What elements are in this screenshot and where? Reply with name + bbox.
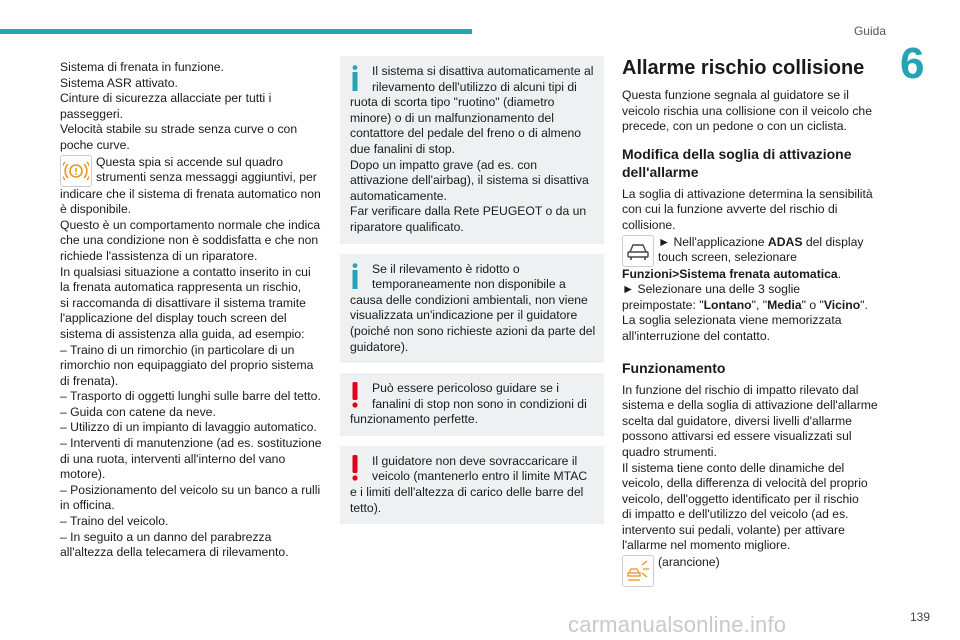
text-line: di una ruota, interventi all'interno del vano [60,451,286,466]
info-icon [351,65,359,96]
subheading-threshold: Modifica della soglia di attivazione dell'allarme [622,145,852,180]
text-line: veicolo rischia una collisione con il veicolo che [622,103,872,118]
text-line: con cui la funzione avverte del rischio di [622,202,838,217]
text-line: – Trasporto di oggetti lunghi sulle barre del tetto. [60,389,321,404]
text-line: all'interruzione del contatto. [622,328,770,343]
note-line: (poiché non sono richieste azioni da parte del [350,323,596,338]
text-line: Sistema ASR attivato. [60,75,178,90]
car-icon [622,235,654,267]
operation-paragraph [622,383,884,555]
note-line: e i limiti dell'altezza di carico delle barre del [350,485,584,500]
text-line: di impatto e dell'utilizzo del veicolo (ad es. [622,507,849,522]
text-line: – Utilizzo di un impianto di lavaggio automatico. [60,420,317,435]
note-line: visualizzata un'indicazione per il guidatore [350,308,578,323]
note-line: contattore del pedale del freno o di almeno [350,126,582,141]
text-line: Questa funzione segnala al guidatore se il [622,88,849,102]
column-right [622,56,884,587]
text-line: in officina. [60,498,115,513]
warning-icon [351,382,359,413]
chapter-number: 6 [900,39,925,88]
column-middle [340,56,604,534]
brake-warning-lamp-icon [60,155,92,187]
text-line: veicolo, dell'oggetto identificato per il rischio [622,491,859,506]
menu-path: Funzioni>Sistema frenata automatica. [622,266,842,281]
text-line: è disponibile. [60,202,132,217]
text-line: la frenata automatica rappresenta un rischio, [60,280,302,295]
note-line: automaticamente. [350,188,447,203]
text-line: strumenti senza messaggi aggiuntivi, per [96,170,317,185]
page-number: 139 [909,610,930,624]
header-accent-bar [0,29,472,34]
note-line: Dopo un impatto grave (ad es. con [350,157,537,172]
note-line: guidatore). [350,339,409,354]
text-line: poche curve. [60,137,130,152]
text-line: veicolo, della differenza di velocità del proprio [622,476,868,491]
note-line: Può essere pericoloso guidare se i [372,381,559,396]
text-line: all'altezza della telecamera di rilevamento. [60,545,289,560]
adas-app-block [622,235,884,267]
memorization-note [622,313,884,344]
text-line: In qualsiasi situazione a contatto inserito in cui [60,264,311,279]
text-line: – In seguito a un danno del parabrezza [60,529,272,544]
text-line: indicare che il sistema di frenata automatico non [60,186,321,201]
intro-paragraph [622,88,884,135]
text-line: passeggeri. [60,106,124,121]
text-line: sistema e della soglia di attivazione dell'allarme [622,398,878,413]
warning-note [340,446,604,524]
text-line: La soglia selezionata viene memorizzata [622,313,842,328]
note-line: riparatore qualificato. [350,219,464,234]
text-line: Questa spia si accende sul quadro [96,154,283,169]
text-line: quadro strumenti. [622,444,717,459]
collision-alert-icon [622,555,654,587]
text-line: Sistema di frenata in funzione. [60,60,224,74]
orange-label: (arancione) [658,555,720,570]
warning-lamp-text [96,155,322,186]
text-line: Questo è un comportamento normale che indica [60,217,321,232]
deactivation-advice [60,187,322,561]
watermark: carmanualsonline.info [568,612,787,637]
text-line: intervento sui pedali, volante) per attivare [622,522,845,537]
section-heading: Allarme rischio collisione [622,57,865,79]
text-line: collisione. [622,217,676,232]
text-line: Velocità stabile su strade senza curve o con [60,122,298,137]
text-line: rimorchio non equipaggiato del proprio sistema [60,358,314,373]
select-threshold-step: ► Selezionare una delle 3 soglie [622,282,801,297]
note-line: Se il rilevamento è ridotto o [372,261,520,276]
threshold-options: preimpostate: "Lontano", "Media" o "Vicino". [622,297,868,312]
note-line: temporaneamente non disponibile a [372,277,566,292]
section-title: Guida [853,24,886,38]
text-line: l'applicazione del display touch screen del [60,311,287,326]
text-line: sistema di assistenza alla guida, ad esempio: [60,326,305,341]
text-line: l'allarme nel momento migliore. [622,538,791,553]
text-line: La soglia di attivazione determina la sensibilità [622,186,873,201]
text-line: possono attivarsi ed essere visualizzati sul [622,429,852,444]
subheading-operation: Funzionamento [622,359,726,376]
text-line: – Posizionamento del veicolo su un banco a rulli [60,482,321,497]
text-line: – Traino di un rimorchio (in particolare di un [60,342,295,357]
note-line: funzionamento perfette. [350,412,479,427]
text-line: si raccomanda di disattivare il sistema tramite [60,295,306,310]
text-line: Il sistema tiene conto delle dinamiche del [622,460,845,475]
text-line: che una condizione non è soddisfatta e che non [60,233,319,248]
text-line: – Guida con catene da neve. [60,404,216,419]
note-line: minore) o di un malfunzionamento del [350,110,554,125]
note-line: rilevamento dell'utilizzo di alcuni tipi di [372,79,577,94]
text-line: – Interventi di manutenzione (ad es. sostituzione [60,436,322,451]
info-icon [351,263,359,294]
warning-icon [351,455,359,486]
note-line: Far verificare dalla Rete PEUGEOT o da un [350,204,587,219]
text-line: scelta dal guidatore, diversi livelli d'allarme [622,413,852,428]
threshold-paragraph [622,187,884,234]
column-left [60,60,322,561]
text-line: In funzione del rischio di impatto rilevato dal [622,382,859,397]
adas-instruction: ► Nell'applicazione ADAS del display touch screen, selezionare [658,234,864,265]
note-line: veicolo (mantenerlo entro il limite MTAC [372,469,588,484]
info-note [340,254,604,364]
intro-conditions [60,60,322,154]
note-line: due fanalini di stop. [350,141,456,156]
note-line: Il sistema si disattiva automaticamente al [372,64,594,78]
note-line: tetto). [350,500,382,515]
note-line: attivazione dell'airbag), il sistema si disattiva [350,173,589,188]
note-line: fanalini di stop non sono in condizioni di [372,396,587,411]
note-line: ruota di scorta tipo "ruotino" (diametro [350,95,555,110]
info-note [340,56,604,244]
text-line: motore). [60,467,106,482]
text-line: precede, con un pedone o con un ciclista. [622,119,847,134]
text-line: – Traino del veicolo. [60,514,169,529]
note-line: causa delle condizioni ambientali, non viene [350,292,588,307]
text-line: richiede l'assistenza di un riparatore. [60,248,258,263]
warning-note [340,373,604,436]
text-line: di frenata). [60,373,119,388]
orange-alert-block [622,555,884,587]
note-line: Il guidatore non deve sovraccaricare il [372,453,578,468]
warning-lamp-block [60,155,322,187]
text-line: Cinture di sicurezza allacciate per tutti i [60,91,272,106]
